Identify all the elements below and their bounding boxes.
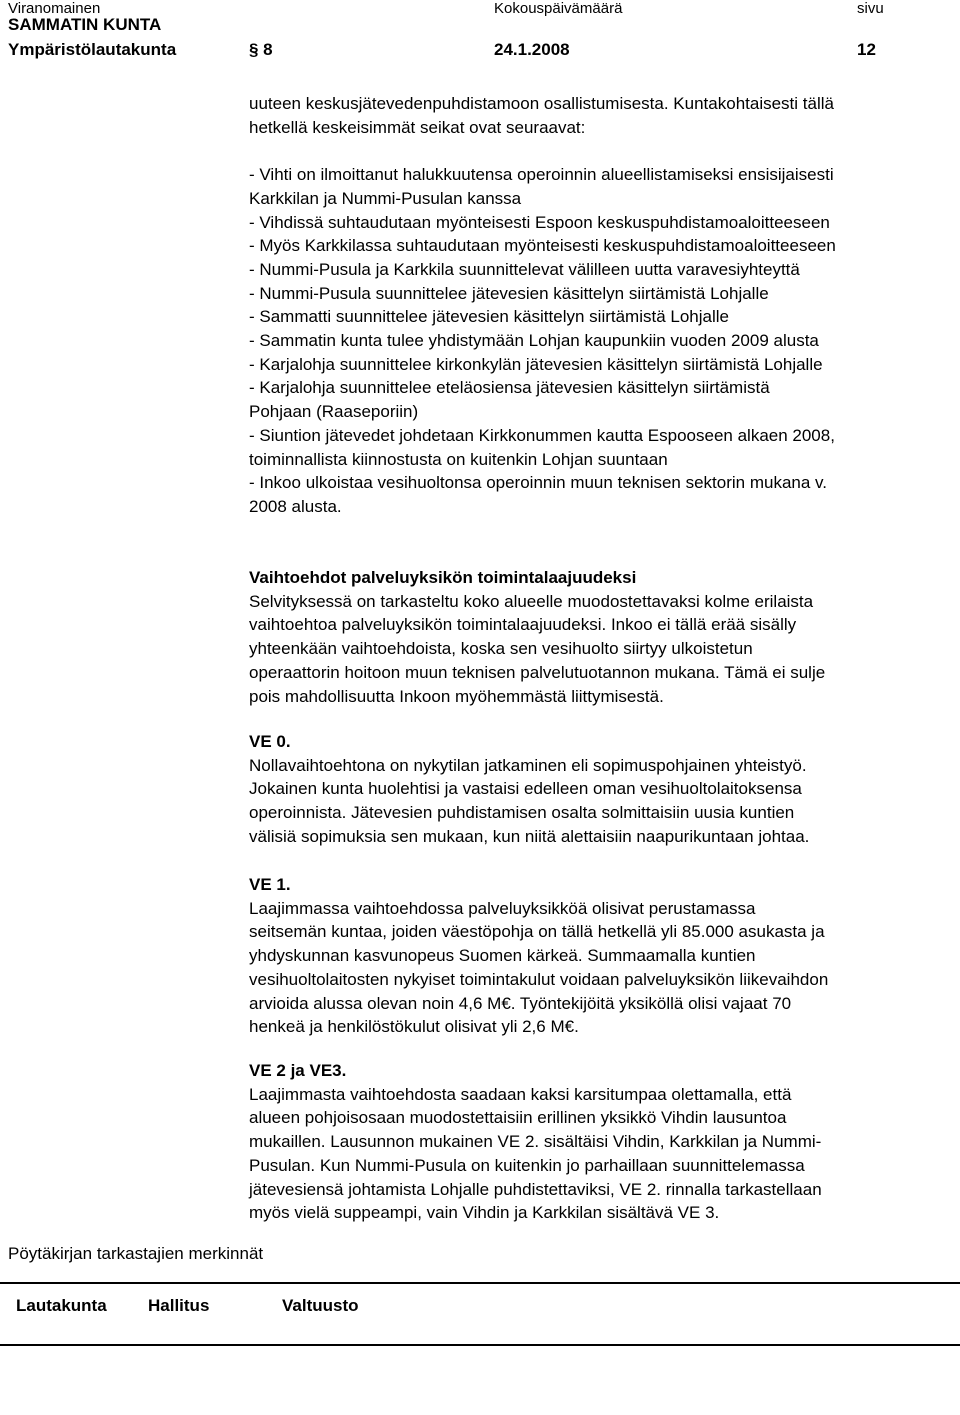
paragraph-line: vaihtoehtoa palveluyksikön toimintalaajuudeksi. Inkoo ei tällä erää sisälly bbox=[249, 615, 797, 635]
bullet-line: - Nummi-Pusula suunnittelee jätevesien käsittelyn siirtämistä Lohjalle bbox=[249, 283, 769, 303]
section-heading: Vaihtoehdot palveluyksikön toimintalaajuudeksi bbox=[249, 568, 637, 587]
bullet-line: Pohjaan (Raaseporiin) bbox=[249, 402, 419, 422]
bullet-line: - Siuntion jätevedet johdetaan Kirkkonummen kautta Espooseen alkaen 2008, bbox=[249, 425, 835, 445]
bullet-line: - Nummi-Pusula ja Karkkila suunnittelevat välilleen uutta varavesiyhteyttä bbox=[249, 259, 800, 279]
meeting-date: 24.1.2008 bbox=[494, 40, 570, 59]
paragraph-line: henkeä ja henkilöstökulut olisivat yli 2,6 M€. bbox=[249, 1017, 579, 1037]
bullet-line: toiminnallista kiinnostusta on kuitenkin Lohjan suuntaan bbox=[249, 449, 668, 469]
section-heading: VE 0. bbox=[249, 732, 291, 751]
paragraph-line: operoinnista. Jätevesien puhdistamisen osalta solmittaisiin uusia kuntien bbox=[249, 803, 795, 823]
vaihtoehdot-section bbox=[249, 566, 960, 708]
paragraph-line: Laajimmassa vaihtoehdossa palveluyksikköä olisivat perustamassa bbox=[249, 898, 756, 918]
ve0-section bbox=[249, 730, 960, 849]
header-label-page: sivu bbox=[857, 0, 884, 17]
section-number: § 8 bbox=[249, 40, 273, 59]
column-valtuusto: Valtuusto bbox=[282, 1296, 359, 1315]
page-number: 12 bbox=[857, 40, 876, 59]
paragraph-line: Nollavaihtoehtona on nykytilan jatkaminen eli sopimuspohjainen yhteistyö. bbox=[249, 755, 807, 775]
intro-line: uuteen keskusjätevedenpuhdistamoon osallistumisesta. Kuntakohtaisesti tällä bbox=[249, 94, 834, 113]
bullet-line: - Karjalohja suunnittelee kirkonkylän jätevesien käsittelyn siirtämistä Lohjalle bbox=[249, 354, 823, 374]
bullet-line: - Myös Karkkilassa suhtaudutaan myönteisesti keskuspuhdistamoaloitteeseen bbox=[249, 236, 836, 256]
bullet-line: - Vihti on ilmoittanut halukkuutensa operoinnin alueellistamiseksi ensisijaisesti bbox=[249, 165, 834, 185]
bullet-line: - Karjalohja suunnittelee eteläosiensa jätevesien käsittelyn siirtämistä bbox=[249, 378, 770, 398]
bullet-line: - Sammatti suunnittelee jätevesien käsittelyn siirtämistä Lohjalle bbox=[249, 307, 730, 327]
paragraph-line: Selvityksessä on tarkasteltu koko alueelle muodostettavaksi kolme erilaista bbox=[249, 591, 814, 611]
paragraph-line: myös vielä suppeampi, vain Vihdin ja Karkkilan sisältävä VE 3. bbox=[249, 1203, 720, 1223]
paragraph-line: välisiä sopimuksia sen mukaan, kun niitä alettaisiin naapurikuntaan johtaa. bbox=[249, 826, 810, 846]
signature-table bbox=[0, 1282, 960, 1346]
paragraph-line: Jokainen kunta huolehtisi ja vastaisi edelleen oman vesihuoltolaitoksensa bbox=[249, 779, 802, 799]
organization-name: SAMMATIN KUNTA bbox=[8, 15, 162, 34]
paragraph-line: vesihuoltolaitosten nykyiset toimintakulut voidaan palveluyksikön liikevaihdon bbox=[249, 969, 829, 989]
paragraph-line: Pusulan. Kun Nummi-Pusula on kuitenkin jo parhaillaan suunnittelemassa bbox=[249, 1155, 805, 1175]
paragraph-line: yhteenkään vaihtoehdoista, koska sen vesihuolto siirtyy ulkoistetun bbox=[249, 639, 753, 659]
column-lautakunta: Lautakunta bbox=[16, 1296, 107, 1315]
paragraph-line: pois mahdollisuutta Inkoon myöhemmästä liittymisestä. bbox=[249, 686, 664, 706]
paragraph-line: Laajimmasta vaihtoehdosta saadaan kaksi karsitumpaa olettamalla, että bbox=[249, 1084, 792, 1104]
paragraph-line: seitsemän kuntaa, joiden väestöpohja on tällä hetkellä yli 85.000 asukasta ja bbox=[249, 922, 825, 942]
paragraph-line: mukaillen. Lausunnon mukainen VE 2. sisältäisi Vihdin, Karkkilan ja Nummi- bbox=[249, 1132, 822, 1152]
reviewers-notes-label: Pöytäkirjan tarkastajien merkinnät bbox=[8, 1244, 264, 1263]
bullet-line: - Vihdissä suhtaudutaan myönteisesti Espoon keskuspuhdistamoaloitteeseen bbox=[249, 212, 830, 232]
column-hallitus: Hallitus bbox=[148, 1296, 210, 1315]
bullet-line: 2008 alusta. bbox=[249, 496, 342, 516]
paragraph-line: operaattorin hoitoon muun teknisen palvelutuotannon mukana. Tämä ei sulje bbox=[249, 662, 826, 682]
intro-block bbox=[249, 92, 960, 519]
ve1-section bbox=[249, 873, 960, 1039]
paragraph-line: yhdyskunnan kasvunopeus Suomen kärkeä. Summaamalla kuntien bbox=[249, 946, 756, 966]
section-heading: VE 2 ja VE3. bbox=[249, 1061, 347, 1080]
section-heading: VE 1. bbox=[249, 875, 291, 894]
paragraph-line: jätevesiensä johtamista Lohjalle puhdistettaviksi, VE 2. rinnalla tarkastellaan bbox=[249, 1179, 822, 1199]
bullet-line: - Sammatin kunta tulee yhdistymään Lohjan kaupunkiin vuoden 2009 alusta bbox=[249, 331, 819, 351]
paragraph-line: arvioida alussa olevan noin 4,6 M€. Työntekijöitä yksiköllä olisi vajaat 70 bbox=[249, 993, 792, 1013]
header-label-body: Viranomainen bbox=[8, 0, 101, 17]
header-label-date: Kokouspäivämäärä bbox=[494, 0, 623, 17]
bullet-line: Karkkilan ja Nummi-Pusulan kanssa bbox=[249, 188, 522, 208]
intro-line: hetkellä keskeisimmät seikat ovat seuraavat: bbox=[249, 117, 586, 137]
paragraph-line: alueen pohjoisosaan muodostettaisiin erillinen yksikkö Vihdin lausuntoa bbox=[249, 1108, 787, 1128]
body-name: Ympäristölautakunta bbox=[8, 40, 177, 59]
ve23-section bbox=[249, 1059, 960, 1225]
bullet-line: - Inkoo ulkoistaa vesihuoltonsa operoinnin muun teknisen sektorin mukana v. bbox=[249, 473, 828, 493]
